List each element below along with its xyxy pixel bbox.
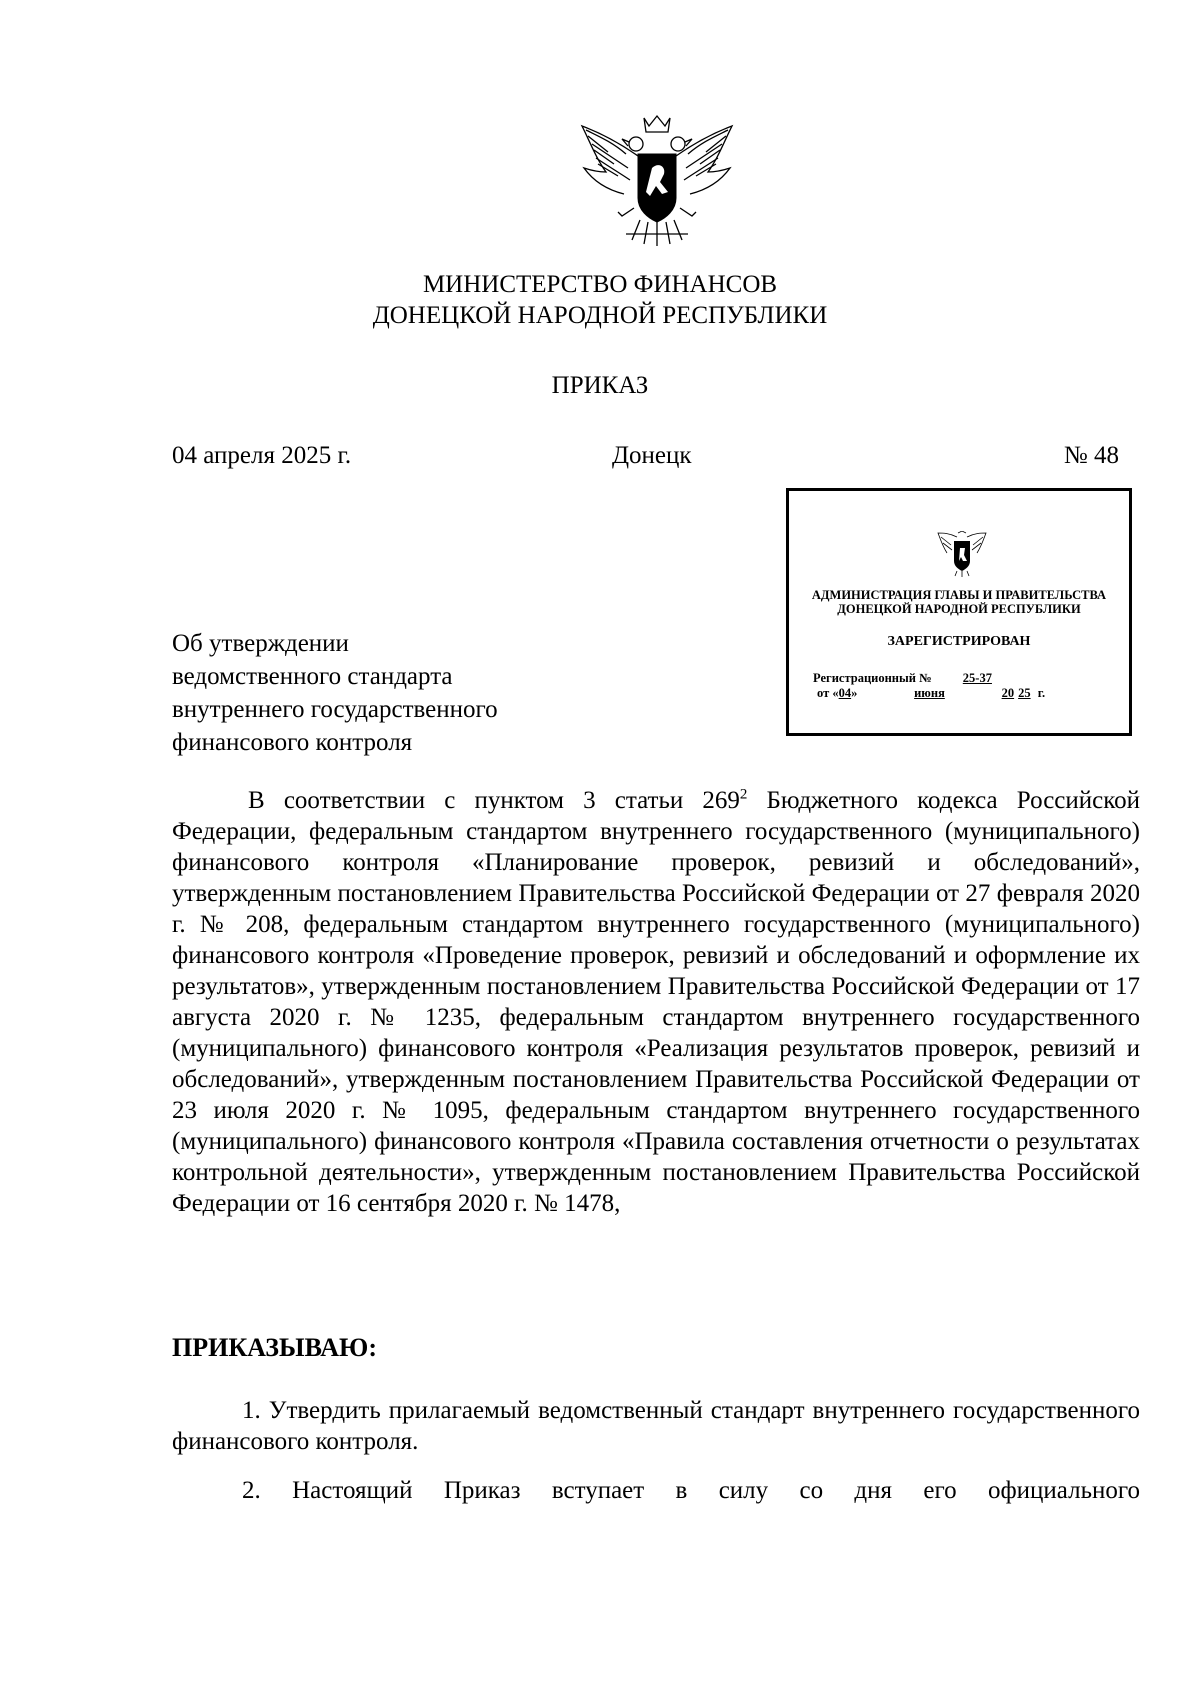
preamble-rest: Бюджетного кодекса Российской Федерации, федеральным стандартом внутреннего государственного (муниципального) финансового контроля «Планирование проверок, ревизий и обследований», утвержденным постановлением Правительства Российской Федерации от 27 февраля 2020 г. № 208, федеральным стандартом внутреннего государственного (муниципального) финансового контроля «Проведение проверок, ревизий и обследований и оформление их результатов», утвержденным постановлением Правительства Российской Федерации от 17 августа 2020 г. № 1235, федеральным стандартом внутреннего государственного (муниципального) финансового контроля «Реализация результатов проверок, ревизий и обследований», утвержденным постановлением Правительства Российской Федерации от 23 июля 2020 г. № 1095, федеральным стандартом внутреннего государственного (муниципального) финансового контроля «Правила составления отчетности о результатах контрольной деятельности», утвержденным постановлением Правительства Российской Федерации от 16 сентября 2020 г. № 1478, (172, 787, 1141, 1217)
document-type: ПРИКАЗ (551, 372, 649, 399)
stamp-reg-label: Регистрационный № (813, 671, 932, 685)
document-title (172, 627, 592, 759)
stamp-org-line2: ДОНЕЦКОЙ НАРОДНОЙ РЕСПУБЛИКИ (837, 602, 1081, 616)
article-superscript: 2 (739, 786, 748, 803)
stamp-month: июня (914, 686, 945, 700)
order-item-2 (172, 1475, 1140, 1506)
stamp-year-suffix: 25 (1018, 686, 1031, 700)
order-item-text: 2. Настоящий Приказ вступает в силу со дня его официального (242, 1477, 1140, 1504)
stamp-day-close: » (851, 686, 858, 700)
stamp-from-label: от « (817, 686, 839, 700)
document-number: № 48 (1063, 442, 1119, 469)
stamp-year-prefix: 20 (1001, 686, 1015, 700)
order-item-1 (172, 1395, 1140, 1457)
ministry-name-line1: МИНИСТЕРСТВО ФИНАНСОВ (422, 271, 778, 298)
title-line: ведомственного стандарта (172, 663, 453, 690)
stamp-org-line1: АДМИНИСТРАЦИЯ ГЛАВЫ И ПРАВИТЕЛЬСТВА (811, 588, 1107, 602)
registration-stamp (786, 488, 1132, 736)
stamp-registration-number (813, 671, 1085, 686)
dpr-coat-of-arms-icon (578, 112, 736, 252)
ministry-name-line2: ДОНЕЦКОЙ НАРОДНОЙ РЕСПУБЛИКИ (372, 302, 828, 329)
title-line: внутреннего государственного (172, 696, 498, 723)
preamble-start: В соответствии с пунктом 3 статьи 269 (248, 787, 740, 814)
stamp-status: ЗАРЕГИСТРИРОВАН (887, 634, 1031, 649)
preamble-paragraph (172, 785, 1140, 1219)
document-city: Донецк (612, 442, 692, 469)
title-line: Об утверждении (172, 630, 349, 657)
stamp-reg-number: 25-37 (962, 671, 992, 685)
dpr-coat-of-arms-icon (937, 531, 987, 577)
order-item-text: 1. Утвердить прилагаемый ведомственный стандарт внутреннего государственного финансового контроля. (172, 1397, 1140, 1455)
stamp-day: 04 (838, 686, 852, 700)
stamp-year-unit: г. (1037, 686, 1046, 700)
title-line: финансового контроля (172, 729, 413, 756)
order-word: ПРИКАЗЫВАЮ: (172, 1333, 377, 1362)
document-date: 04 апреля 2025 г. (172, 442, 352, 469)
stamp-registration-date (817, 686, 1045, 701)
